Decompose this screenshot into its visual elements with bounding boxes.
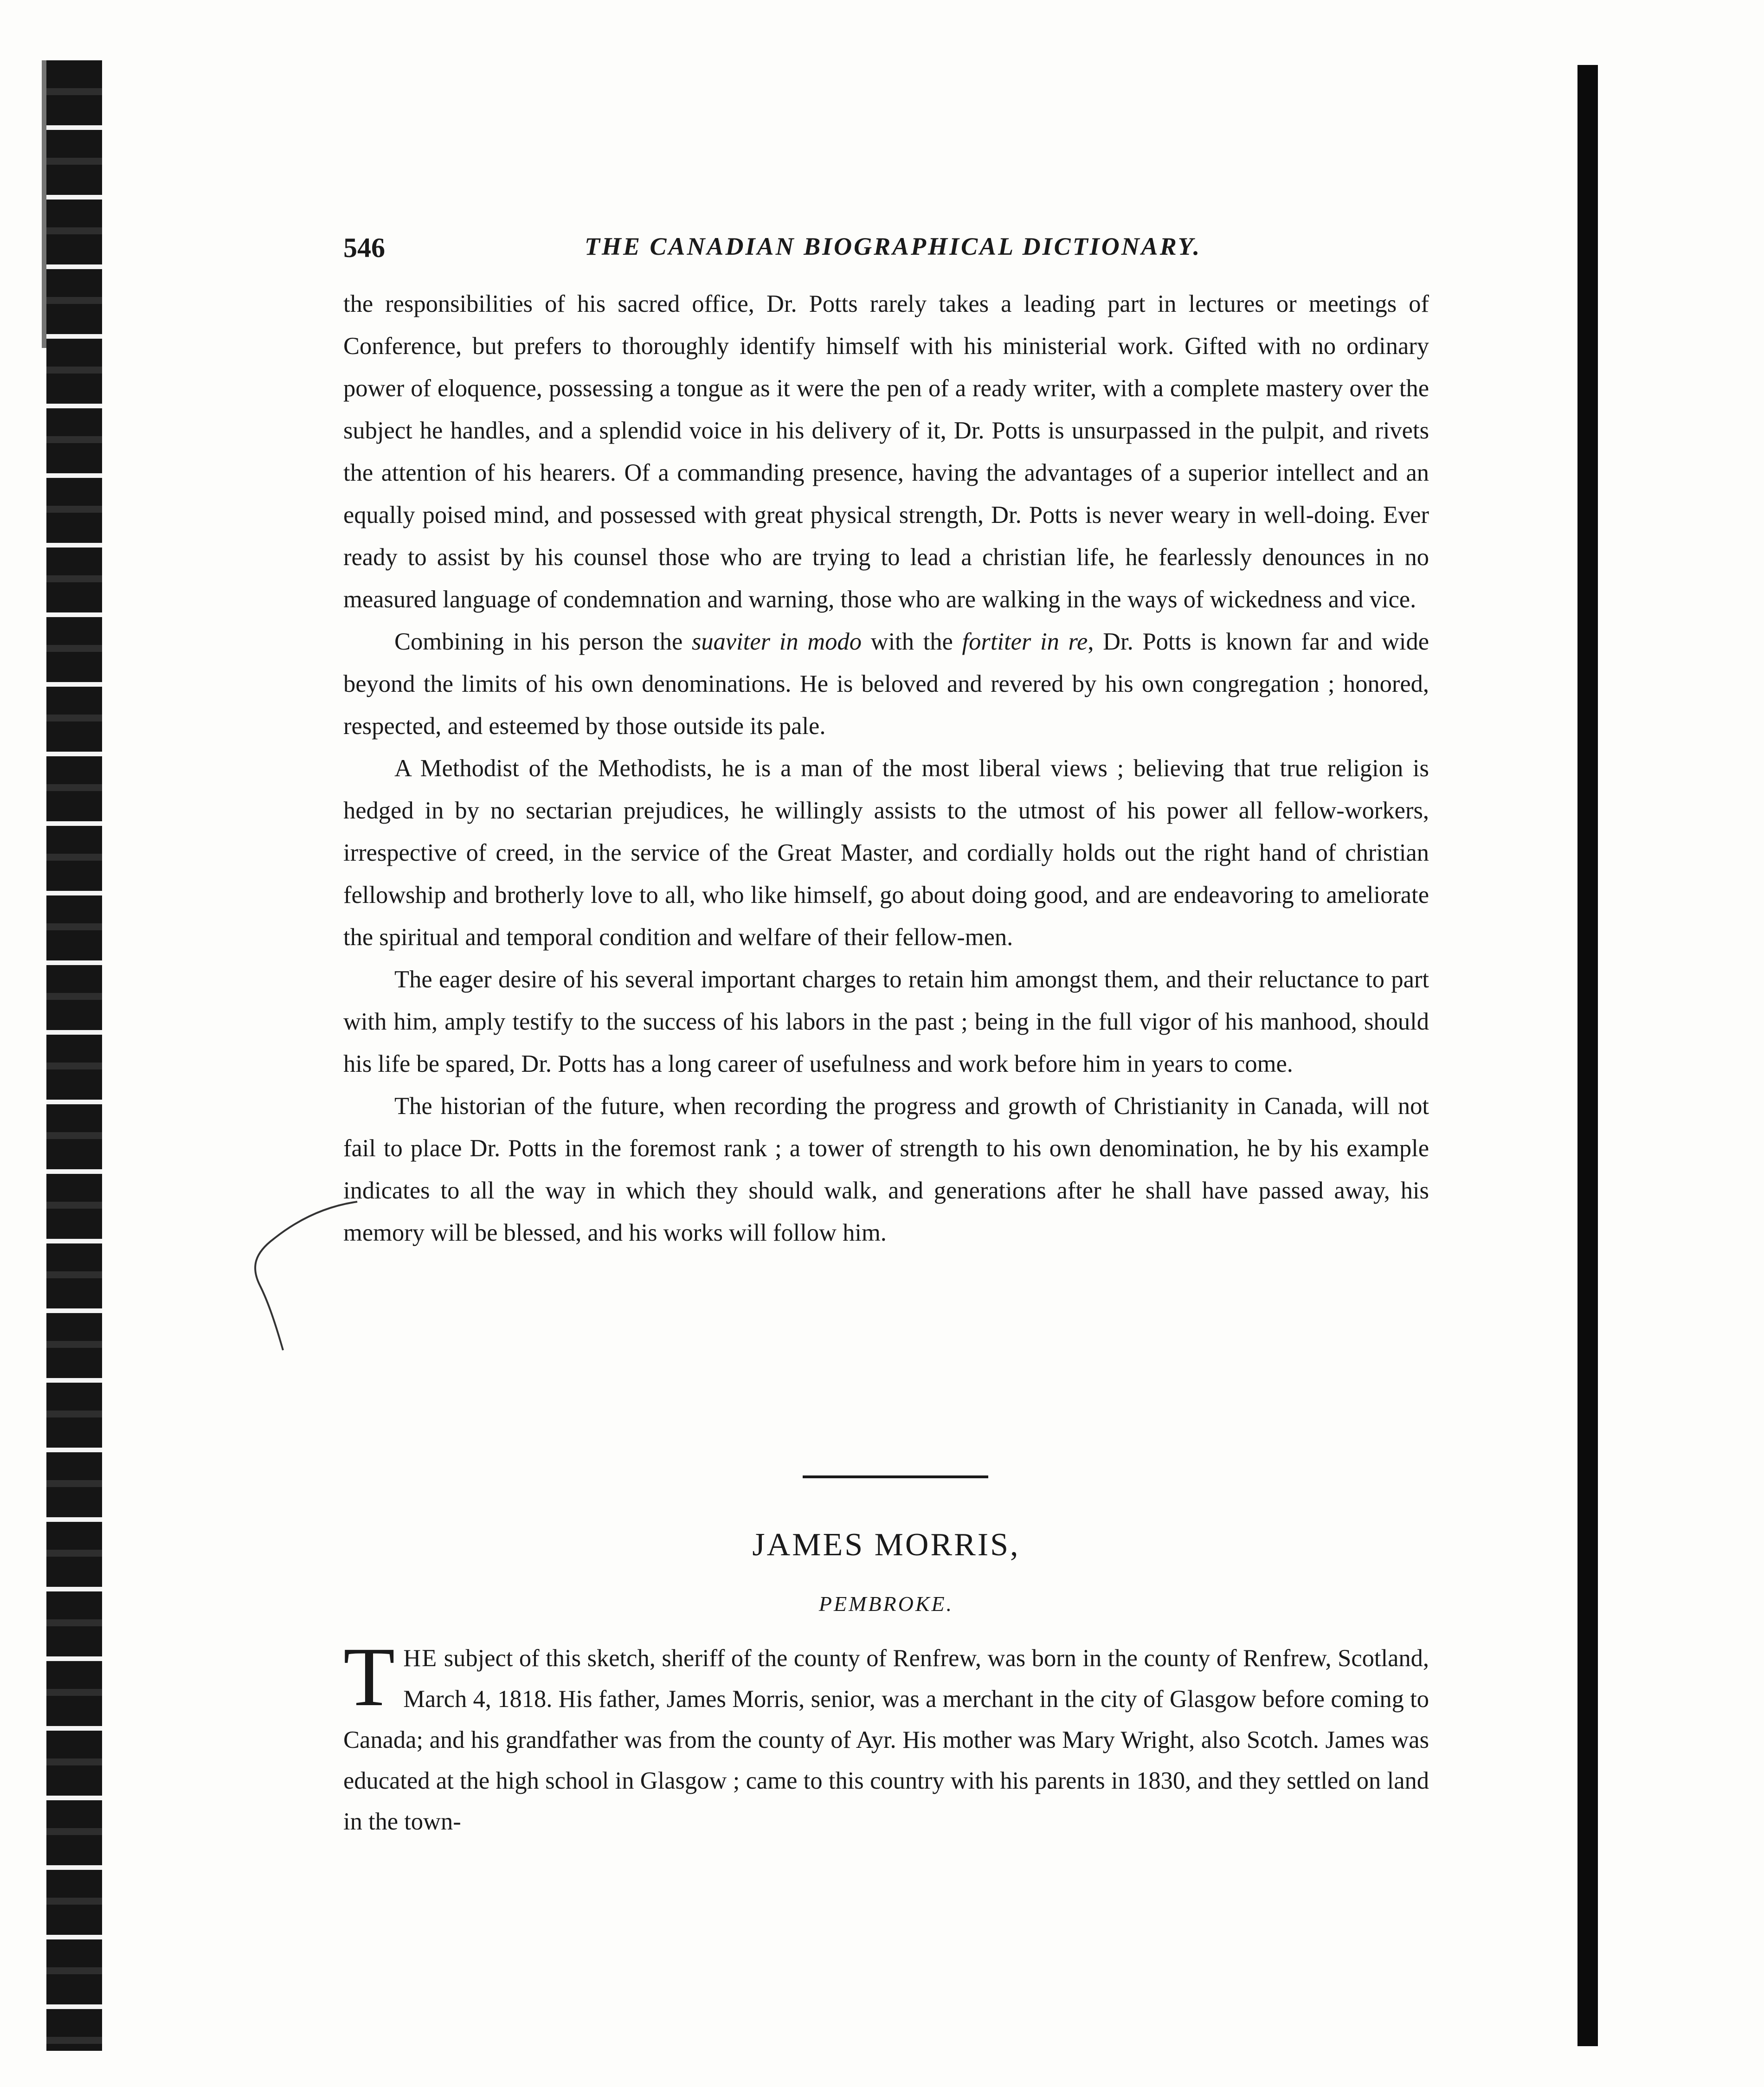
scan-right-border <box>1577 65 1598 2046</box>
latin-phrase: suaviter in modo <box>691 628 862 655</box>
entry-text <box>343 1630 1429 1842</box>
running-head <box>343 232 1434 269</box>
paragraph: A Methodist of the Methodists, he is a man of the most liberal views ; believing that true religion is hedged in by no sectarian prejudices, he willingly assists to the utmost of his power all fellow-workers, irrespective of creed, in the service of the Great Master, and cordially holds out the right hand of christian fellowship and brotherly love to all, who like himself, go about doing good, and are endeavoring to ameliorate the spiritual and temporal condition and welfare of their fellow-men. <box>343 755 1429 951</box>
running-title: THE CANADIAN BIOGRAPHICAL DICTIONARY. <box>585 232 1202 260</box>
section-divider <box>803 1475 988 1478</box>
paragraph: the responsibilities of his sacred office, Dr. Potts rarely takes a leading part in lectures or meetings of Conference, but prefers to thoroughly identify himself with his ministerial work. Gifted with no ordinary power of eloquence, possessing a tongue as it were the pen of a ready writer, with a complete mastery over the subject he handles, and a splendid voice in his delivery of it, Dr. Potts is unsurpassed in the pulpit, and rivets the attention of his hearers. Of a commanding presence, having the advantages of a superior intellect and an equally poised mind, and possessed with great physical strength, Dr. Potts is never weary in well-doing. Ever ready to assist by his counsel those who are trying to lead a christian life, he fearlessly denounces in no measured language of condemnation and warning, those who are walking in the ways of wickedness and vice. <box>343 290 1429 613</box>
continuation-text <box>343 283 1429 1254</box>
paragraph: THE subject of this sketch, sheriff of the county of Renfrew, was born in the county of Renfrew, Scotland, March 4, 1818. His father, James Morris, senior, was a merchant in the city of Glasgow before coming to Canada; and his grandfather was from the county of Ayr. His mother was Mary Wright, also Scotch. James was educated at the high school in Glasgow ; came to this country with his parents in 1830, and they settled on land in the town- <box>343 1630 1429 1835</box>
page-number: 546 <box>343 232 385 263</box>
lead-caps: HE <box>403 1645 438 1672</box>
drop-cap: T <box>343 1630 395 1724</box>
entry-name: JAMES MORRIS, <box>752 1527 1020 1563</box>
scan-left-border <box>46 60 102 2051</box>
latin-phrase: fortiter in re <box>962 628 1088 655</box>
entry-place: PEMBROKE. <box>818 1592 954 1616</box>
paragraph: The historian of the future, when recording the progress and growth of Christianity in Canada, will not fail to place Dr. Potts in the foremost rank ; a tower of strength to his own denomination, he by his example indicates to all the way in which they should walk, and generations after he shall have passed away, his memory will be blessed, and his works will follow him. <box>343 1093 1429 1246</box>
paragraph: Combining in his person the suaviter in modo with the fortiter in re, Dr. Potts is known far and wide beyond the limits of his own denominations. He is beloved and revered by his own congregation ; honored, respected, and esteemed by those outside its pale. <box>343 628 1429 740</box>
paragraph: The eager desire of his several important charges to retain him amongst them, and their reluctance to part with him, amply testify to the success of his labors in the past ; being in the full vigor of his manhood, should his life be spared, Dr. Potts has a long career of usefulness and work before him in years to come. <box>343 966 1429 1077</box>
